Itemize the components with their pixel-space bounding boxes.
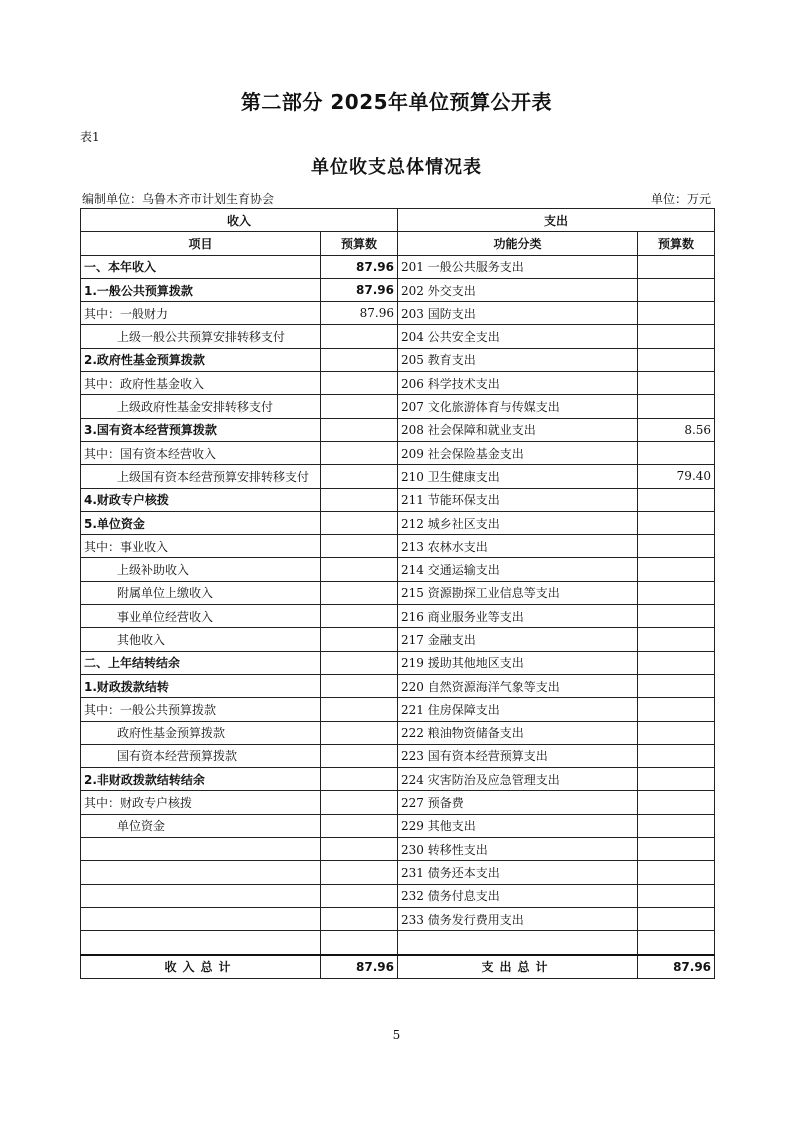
income-amount-cell <box>321 325 398 348</box>
table-row <box>81 418 715 441</box>
expense-function-cell: 201 一般公共服务支出 <box>398 255 638 278</box>
income-amount-cell <box>321 698 398 721</box>
income-item-cell: 上级国有资本经营预算安排转移支付 <box>81 465 321 488</box>
table-row <box>81 255 715 278</box>
income-amount-cell: 87.96 <box>321 302 398 325</box>
income-item-cell: 5.单位资金 <box>81 511 321 534</box>
table-row <box>81 605 715 628</box>
expense-function-cell: 214 交通运输支出 <box>398 558 638 581</box>
expense-amount-cell <box>638 535 715 558</box>
income-amount-cell <box>321 558 398 581</box>
table-row <box>81 838 715 861</box>
income-amount-cell <box>321 651 398 674</box>
income-item-cell <box>81 884 321 907</box>
income-item-cell: 国有资本经营预算拨款 <box>81 744 321 767</box>
income-amount-cell <box>321 488 398 511</box>
income-amount-cell <box>321 418 398 441</box>
table-row <box>81 768 715 791</box>
expense-amount-cell <box>638 372 715 395</box>
expense-amount-cell <box>638 558 715 581</box>
table-row <box>81 721 715 744</box>
table-row <box>81 931 715 955</box>
income-item-cell: 其中：事业收入 <box>81 535 321 558</box>
expense-group-header: 支出 <box>398 209 715 232</box>
income-item-cell: 二、上年结转结余 <box>81 651 321 674</box>
expense-function-cell: 207 文化旅游体育与传媒支出 <box>398 395 638 418</box>
expense-amount-cell <box>638 278 715 301</box>
expense-function-cell: 219 援助其他地区支出 <box>398 651 638 674</box>
income-item-cell <box>81 931 321 955</box>
organization-label: 编制单位：乌鲁木齐市计划生育协会 <box>82 192 275 206</box>
group-header-row <box>81 209 715 232</box>
expense-function-cell: 217 金融支出 <box>398 628 638 651</box>
income-amount-cell <box>321 441 398 464</box>
income-group-header: 收入 <box>81 209 398 232</box>
expense-function-cell: 204 公共安全支出 <box>398 325 638 348</box>
table-row <box>81 511 715 534</box>
income-amount-cell <box>321 861 398 884</box>
income-amount-cell <box>321 674 398 697</box>
income-total-label: 收入总计 <box>81 955 321 979</box>
expense-amount-cell <box>638 511 715 534</box>
expense-function-cell: 229 其他支出 <box>398 814 638 837</box>
table-row <box>81 441 715 464</box>
income-amount-cell <box>321 768 398 791</box>
expense-function-cell: 203 国防支出 <box>398 302 638 325</box>
expense-amount-cell <box>638 395 715 418</box>
expense-function-cell: 211 节能环保支出 <box>398 488 638 511</box>
table-row <box>81 325 715 348</box>
page-title: 第二部分 2025年单位预算公开表 <box>240 90 553 114</box>
income-amount-cell <box>321 395 398 418</box>
expense-total-value: 87.96 <box>638 955 715 979</box>
income-item-cell: 上级一般公共预算安排转移支付 <box>81 325 321 348</box>
table-row <box>81 907 715 930</box>
expense-function-cell: 222 粮油物资储备支出 <box>398 721 638 744</box>
income-item-cell: 2.政府性基金预算拨款 <box>81 348 321 371</box>
income-item-cell: 单位资金 <box>81 814 321 837</box>
column-header-budget: 预算数 <box>321 232 398 255</box>
income-amount-cell <box>321 838 398 861</box>
income-amount-cell <box>321 465 398 488</box>
income-amount-cell <box>321 372 398 395</box>
expense-function-cell: 232 债务付息支出 <box>398 884 638 907</box>
expense-amount-cell <box>638 674 715 697</box>
expense-amount-cell <box>638 605 715 628</box>
table-row <box>81 278 715 301</box>
expense-function-cell: 224 灾害防治及应急管理支出 <box>398 768 638 791</box>
expense-function-cell: 202 外交支出 <box>398 278 638 301</box>
expense-amount-cell <box>638 838 715 861</box>
expense-function-cell: 209 社会保险基金支出 <box>398 441 638 464</box>
table-row <box>81 535 715 558</box>
income-item-cell: 1.财政拨款结转 <box>81 674 321 697</box>
column-header-budget-expense: 预算数 <box>638 232 715 255</box>
income-item-cell: 附属单位上缴收入 <box>81 581 321 604</box>
income-item-cell: 其中：政府性基金收入 <box>81 372 321 395</box>
income-amount-cell <box>321 535 398 558</box>
income-amount-cell: 87.96 <box>321 255 398 278</box>
income-amount-cell <box>321 791 398 814</box>
income-amount-cell <box>321 581 398 604</box>
income-item-cell: 4.财政专户核拨 <box>81 488 321 511</box>
expense-function-cell: 216 商业服务业等支出 <box>398 605 638 628</box>
page-number: 5 <box>392 1028 401 1042</box>
expense-function-cell: 230 转移性支出 <box>398 838 638 861</box>
income-amount-cell: 87.96 <box>321 278 398 301</box>
expense-function-cell: 221 住房保障支出 <box>398 698 638 721</box>
income-amount-cell <box>321 511 398 534</box>
income-item-cell <box>81 907 321 930</box>
expense-amount-cell <box>638 814 715 837</box>
table-row <box>81 558 715 581</box>
table-row <box>81 302 715 325</box>
table-row <box>81 744 715 767</box>
expense-amount-cell <box>638 907 715 930</box>
column-header-row <box>81 232 715 255</box>
income-item-cell <box>81 838 321 861</box>
income-item-cell: 1.一般公共预算拨款 <box>81 278 321 301</box>
income-item-cell: 其中：财政专户核拨 <box>81 791 321 814</box>
table-row <box>81 651 715 674</box>
expense-function-cell: 213 农林水支出 <box>398 535 638 558</box>
income-amount-cell <box>321 628 398 651</box>
income-item-cell: 上级政府性基金安排转移支付 <box>81 395 321 418</box>
expense-function-cell: 223 国有资本经营预算支出 <box>398 744 638 767</box>
table-row <box>81 395 715 418</box>
income-amount-cell <box>321 605 398 628</box>
income-item-cell: 3.国有资本经营预算拨款 <box>81 418 321 441</box>
table-row <box>81 465 715 488</box>
income-item-cell <box>81 861 321 884</box>
expense-amount-cell <box>638 861 715 884</box>
expense-amount-cell <box>638 721 715 744</box>
income-amount-cell <box>321 744 398 767</box>
income-amount-cell <box>321 931 398 955</box>
column-header-function: 功能分类 <box>398 232 638 255</box>
expense-function-cell: 231 债务还本支出 <box>398 861 638 884</box>
expense-function-cell: 212 城乡社区支出 <box>398 511 638 534</box>
column-header-item: 项目 <box>81 232 321 255</box>
income-total-value: 87.96 <box>321 955 398 979</box>
income-item-cell: 一、本年收入 <box>81 255 321 278</box>
unit-label: 单位：万元 <box>650 192 711 206</box>
expense-amount-cell <box>638 325 715 348</box>
income-amount-cell <box>321 348 398 371</box>
income-item-cell: 2.非财政拨款结转结余 <box>81 768 321 791</box>
expense-amount-cell <box>638 698 715 721</box>
expense-amount-cell <box>638 441 715 464</box>
expense-function-cell: 215 资源勘探工业信息等支出 <box>398 581 638 604</box>
budget-table <box>80 208 715 979</box>
expense-amount-cell <box>638 488 715 511</box>
table-row <box>81 884 715 907</box>
expense-amount-cell <box>638 302 715 325</box>
income-item-cell: 政府性基金预算拨款 <box>81 721 321 744</box>
expense-function-cell: 205 教育支出 <box>398 348 638 371</box>
expense-amount-cell <box>638 884 715 907</box>
income-amount-cell <box>321 814 398 837</box>
table-row <box>81 861 715 884</box>
expense-amount-cell <box>638 651 715 674</box>
table-row <box>81 791 715 814</box>
expense-amount-cell <box>638 628 715 651</box>
expense-amount-cell <box>638 744 715 767</box>
expense-amount-cell <box>638 255 715 278</box>
table-row <box>81 674 715 697</box>
table-label: 表1 <box>80 130 100 144</box>
expense-amount-cell: 79.40 <box>638 465 715 488</box>
expense-amount-cell: 8.56 <box>638 418 715 441</box>
expense-function-cell: 233 债务发行费用支出 <box>398 907 638 930</box>
expense-amount-cell <box>638 931 715 955</box>
income-item-cell: 上级补助收入 <box>81 558 321 581</box>
total-row <box>81 955 715 979</box>
expense-amount-cell <box>638 581 715 604</box>
expense-total-label: 支出总计 <box>398 955 638 979</box>
income-item-cell: 其中：一般公共预算拨款 <box>81 698 321 721</box>
income-amount-cell <box>321 721 398 744</box>
table-row <box>81 348 715 371</box>
expense-function-cell: 210 卫生健康支出 <box>398 465 638 488</box>
expense-function-cell: 220 自然资源海洋气象等支出 <box>398 674 638 697</box>
table-row <box>81 698 715 721</box>
table-row <box>81 814 715 837</box>
expense-function-cell: 206 科学技术支出 <box>398 372 638 395</box>
table-row <box>81 488 715 511</box>
expense-function-cell <box>398 931 638 955</box>
income-item-cell: 其他收入 <box>81 628 321 651</box>
income-item-cell: 其中：国有资本经营收入 <box>81 441 321 464</box>
expense-amount-cell <box>638 768 715 791</box>
table-row <box>81 628 715 651</box>
expense-function-cell: 227 预备费 <box>398 791 638 814</box>
expense-amount-cell <box>638 348 715 371</box>
income-item-cell: 其中：一般财力 <box>81 302 321 325</box>
income-amount-cell <box>321 907 398 930</box>
expense-function-cell: 208 社会保障和就业支出 <box>398 418 638 441</box>
income-item-cell: 事业单位经营收入 <box>81 605 321 628</box>
expense-amount-cell <box>638 791 715 814</box>
table-row <box>81 372 715 395</box>
table-title: 单位收支总体情况表 <box>311 157 482 178</box>
income-amount-cell <box>321 884 398 907</box>
table-row <box>81 581 715 604</box>
